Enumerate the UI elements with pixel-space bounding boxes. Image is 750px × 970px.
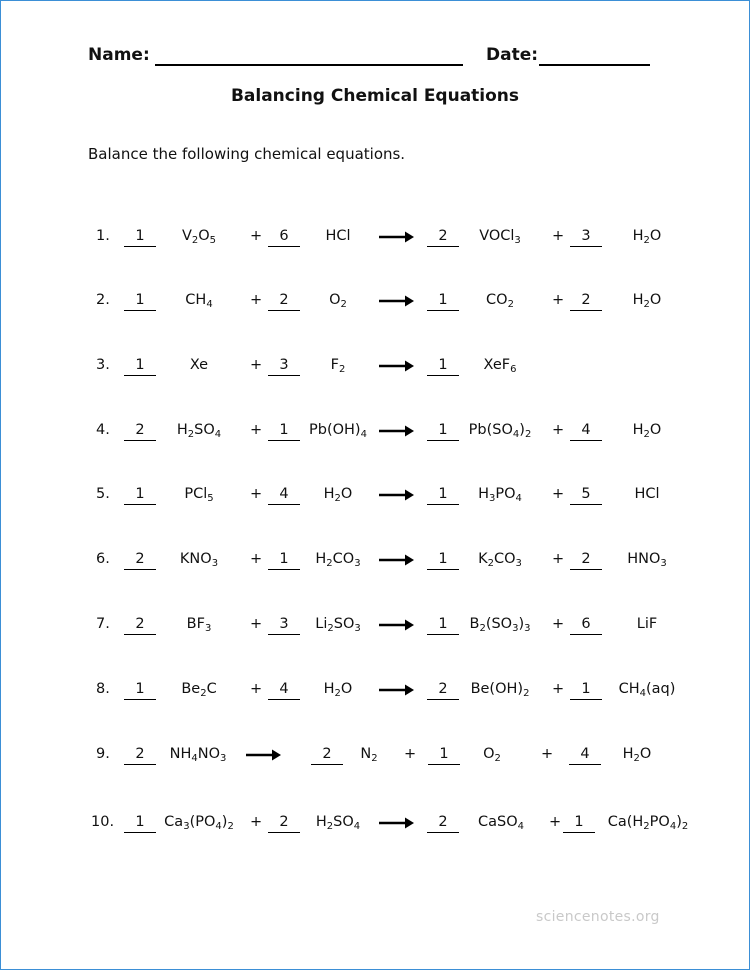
plus-sign: + <box>250 422 263 438</box>
chemical-formula: $CO_2$ <box>486 292 514 310</box>
coefficient-answer[interactable]: 6 <box>268 228 300 247</box>
worksheet-title: Balancing Chemical Equations <box>230 86 520 106</box>
chemical-formula: PCl$_5$ <box>184 486 214 504</box>
coefficient-answer[interactable]: 1 <box>427 357 459 376</box>
coefficient-answer[interactable]: 4 <box>268 681 300 700</box>
plus-sign: + <box>250 681 263 697</box>
instructions-text: Balance the following chemical equations. <box>88 145 406 163</box>
reaction-arrow-icon <box>379 294 415 308</box>
plus-sign: + <box>549 814 562 830</box>
watermark: sciencenotes.org <box>536 909 660 925</box>
equation-number: 2. <box>96 292 110 308</box>
plus-sign: + <box>250 551 263 567</box>
chemical-formula: $K_2CO_3$ <box>478 551 522 569</box>
chemical-formula: $H_2O$ <box>632 292 662 310</box>
plus-sign: + <box>552 551 565 567</box>
chemical-formula: $H_2O$ <box>323 486 353 504</box>
chemical-formula: $V_2O_5$ <box>181 228 217 246</box>
coefficient-answer[interactable]: 5 <box>570 486 602 505</box>
equation-row <box>0 486 750 516</box>
equation-row <box>0 551 750 581</box>
equation-row <box>0 422 750 452</box>
coefficient-answer[interactable]: 2 <box>268 814 300 833</box>
chemical-formula: XeF$_6$ <box>483 357 517 375</box>
reaction-arrow-icon <box>379 683 415 697</box>
chemical-formula: VOCl$_3$ <box>479 228 521 246</box>
date-label: Date: <box>486 45 539 65</box>
date-field-line[interactable] <box>539 64 650 66</box>
reaction-arrow-icon <box>379 424 415 438</box>
equation-row <box>0 357 750 387</box>
coefficient-answer[interactable]: 1 <box>427 422 459 441</box>
coefficient-answer[interactable]: 4 <box>569 746 601 765</box>
reaction-arrow-icon <box>379 359 415 373</box>
reaction-arrow-icon <box>246 748 282 762</box>
coefficient-answer[interactable]: 1 <box>428 746 460 765</box>
chemical-formula: $O_2$ <box>483 746 501 764</box>
chemical-formula: $O_2$ <box>329 292 347 310</box>
chemical-formula: $H_2O$ <box>622 746 652 764</box>
chemical-formula: $H_2O$ <box>632 228 662 246</box>
equation-number: 8. <box>96 681 110 697</box>
coefficient-answer[interactable]: 4 <box>570 422 602 441</box>
equation-row <box>0 616 750 646</box>
coefficient-answer[interactable]: 1 <box>124 228 156 247</box>
equation-number: 5. <box>96 486 110 502</box>
plus-sign: + <box>250 616 263 632</box>
plus-sign: + <box>541 746 554 762</box>
coefficient-answer[interactable]: 1 <box>563 814 595 833</box>
equation-row <box>0 228 750 258</box>
equation-number: 3. <box>96 357 110 373</box>
equation-number: 4. <box>96 422 110 438</box>
chemical-formula: $Pb(OH)_4$ <box>309 422 367 440</box>
chemical-formula: $N_2$ <box>360 746 378 764</box>
equation-row <box>0 681 750 711</box>
equation-row <box>0 746 750 776</box>
chemical-formula: CaSO$_4$ <box>477 814 525 832</box>
plus-sign: + <box>552 616 565 632</box>
reaction-arrow-icon <box>379 230 415 244</box>
coefficient-answer[interactable]: 2 <box>124 746 156 765</box>
chemical-formula: $H_2SO_4$ <box>315 814 361 832</box>
chemical-formula: $Be(OH)_2$ <box>470 681 530 699</box>
plus-sign: + <box>250 814 263 830</box>
reaction-arrow-icon <box>379 488 415 502</box>
coefficient-answer[interactable]: 1 <box>124 814 156 833</box>
coefficient-answer[interactable]: 2 <box>570 551 602 570</box>
coefficient-answer[interactable]: 1 <box>427 551 459 570</box>
chemical-formula: $H_3PO_4$ <box>478 486 522 504</box>
chemical-formula: LiF <box>636 616 658 632</box>
chemical-formula: $H_2CO_3$ <box>315 551 361 569</box>
chemical-formula: $H_2O$ <box>323 681 353 699</box>
plus-sign: + <box>250 357 263 373</box>
coefficient-answer[interactable]: 1 <box>268 422 300 441</box>
chemical-formula: $Pb(SO_4)_2$ <box>468 422 532 440</box>
coefficient-answer[interactable]: 2 <box>427 228 459 247</box>
reaction-arrow-icon <box>379 618 415 632</box>
plus-sign: + <box>552 228 565 244</box>
coefficient-answer[interactable]: 1 <box>427 292 459 311</box>
chemical-formula: $Be_2C$ <box>181 681 217 699</box>
name-field-line[interactable] <box>155 64 463 66</box>
coefficient-answer[interactable]: 1 <box>268 551 300 570</box>
chemical-formula: $Li_2SO_3$ <box>315 616 361 634</box>
chemical-formula: Xe <box>189 357 209 373</box>
plus-sign: + <box>552 681 565 697</box>
plus-sign: + <box>552 422 565 438</box>
coefficient-answer[interactable]: 3 <box>570 228 602 247</box>
coefficient-answer[interactable]: 1 <box>427 486 459 505</box>
equation-row <box>0 292 750 322</box>
plus-sign: + <box>552 486 565 502</box>
chemical-formula: $CH_4(aq)$ <box>618 681 676 699</box>
chemical-formula: $H_2O$ <box>632 422 662 440</box>
plus-sign: + <box>250 228 263 244</box>
name-label: Name: <box>88 45 150 65</box>
chemical-formula: HCl <box>634 486 660 502</box>
equation-row <box>0 814 750 844</box>
coefficient-answer[interactable]: 6 <box>570 616 602 635</box>
coefficient-answer[interactable]: 1 <box>427 616 459 635</box>
coefficient-answer[interactable]: 2 <box>427 814 459 833</box>
plus-sign: + <box>552 292 565 308</box>
equation-number: 7. <box>96 616 110 632</box>
coefficient-answer[interactable]: 3 <box>268 357 300 376</box>
reaction-arrow-icon <box>379 816 415 830</box>
coefficient-answer[interactable]: 1 <box>124 292 156 311</box>
chemical-formula: $HNO_3$ <box>627 551 667 569</box>
equation-number: 10. <box>91 814 115 830</box>
plus-sign: + <box>250 486 263 502</box>
chemical-formula: $NH_4NO_3$ <box>169 746 227 764</box>
coefficient-answer[interactable]: 4 <box>268 486 300 505</box>
coefficient-answer[interactable]: 3 <box>268 616 300 635</box>
coefficient-answer[interactable]: 2 <box>124 616 156 635</box>
equation-number: 9. <box>96 746 110 762</box>
coefficient-answer[interactable]: 2 <box>311 746 343 765</box>
chemical-formula: $CH_4$ <box>185 292 213 310</box>
coefficient-answer[interactable]: 1 <box>570 681 602 700</box>
equation-number: 1. <box>96 228 110 244</box>
coefficient-answer[interactable]: 2 <box>427 681 459 700</box>
equation-number: 6. <box>96 551 110 567</box>
chemical-formula: HCl <box>325 228 351 244</box>
coefficient-answer[interactable]: 2 <box>124 551 156 570</box>
reaction-arrow-icon <box>379 553 415 567</box>
coefficient-answer[interactable]: 1 <box>124 357 156 376</box>
chemical-formula: $B_2(SO_3)_3$ <box>469 616 531 634</box>
chemical-formula: $Ca(H_2PO_4)_2$ <box>607 814 689 832</box>
chemical-formula: $H_2SO_4$ <box>176 422 222 440</box>
chemical-formula: $Ca_3(PO_4)_2$ <box>164 814 234 832</box>
coefficient-answer[interactable]: 2 <box>570 292 602 311</box>
chemical-formula: $F_2$ <box>330 357 346 375</box>
plus-sign: + <box>250 292 263 308</box>
plus-sign: + <box>404 746 417 762</box>
coefficient-answer[interactable]: 2 <box>268 292 300 311</box>
coefficient-answer[interactable]: 1 <box>124 486 156 505</box>
coefficient-answer[interactable]: 1 <box>124 681 156 700</box>
chemical-formula: $KNO_3$ <box>179 551 219 569</box>
coefficient-answer[interactable]: 2 <box>124 422 156 441</box>
chemical-formula: $BF_3$ <box>186 616 212 634</box>
